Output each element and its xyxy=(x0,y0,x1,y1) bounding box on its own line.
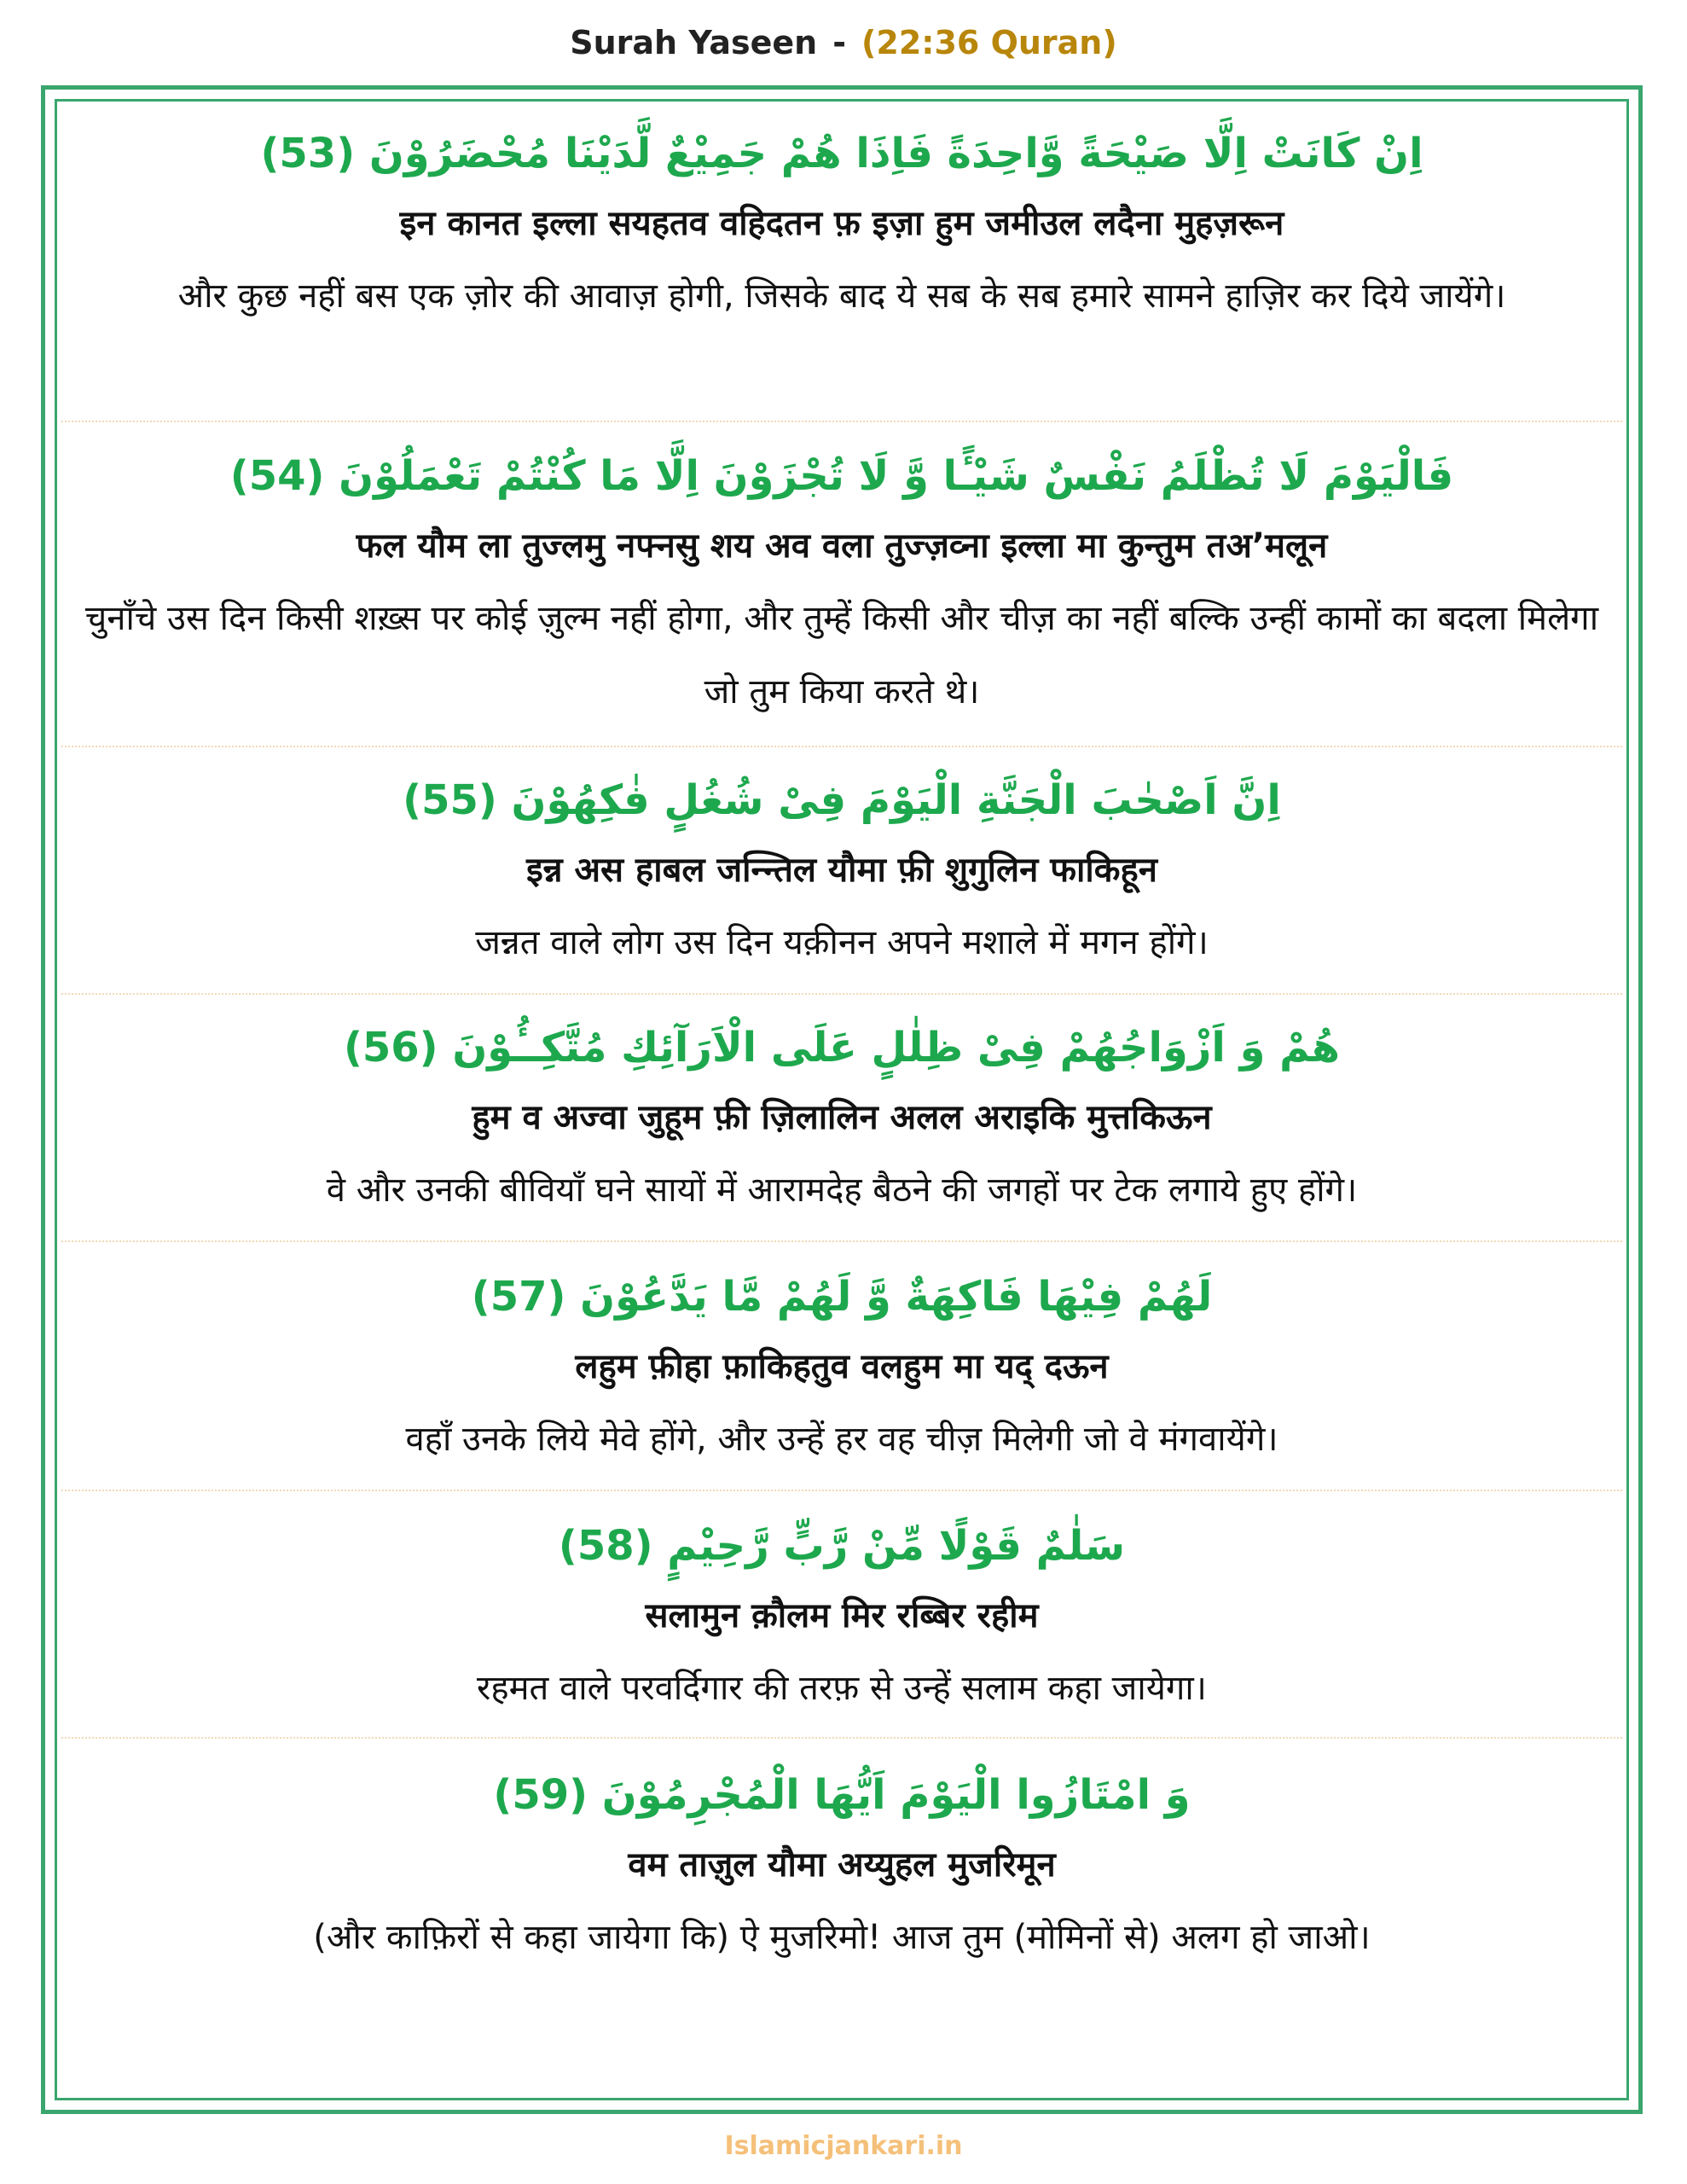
verse-transliteration: इन कानत इल्ला सयहतव वहिदतन फ़ इज़ा हुम जमीउल लदैना मुहज़रून xyxy=(399,204,1284,243)
verse-transliteration: लहुम फ़ीहा फ़ाकिहतुव वलहुम मा यद् दऊन xyxy=(575,1347,1109,1386)
verse-meaning: (और काफ़िरों से कहा जायेगा कि) ऐ मुजरिमो! आज तुम (मोमिनों से) अलग हो जाओ। xyxy=(313,1918,1371,1957)
verse-54 xyxy=(61,442,1622,729)
verse-meaning: चुनाँचे उस दिन किसी शख़्स पर कोई ज़ुल्म नहीं होगा, और तुम्हें किसी और चीज़ का नहीं बल्कि उन्हीं कामों का बदला मिलेगा जो तुम किया करते थे। xyxy=(84,599,1599,712)
verse-arabic: وَ امْتَازُوا الْيَوْمَ اَيُّهَا الْمُجْرِمُوْنَ (59) xyxy=(493,1771,1191,1819)
verse-meaning: रहमत वाले परवर्दिगार की तरफ़ से उन्हें सलाम कहा जायेगा। xyxy=(477,1669,1207,1708)
verse-meaning: वे और उनकी बीवियाँ घने सायों में आरामदेह बैठने की जगहों पर टेक लगाये हुए होंगे। xyxy=(326,1170,1358,1210)
verse-58 xyxy=(61,1512,1622,1725)
verse-divider xyxy=(61,746,1622,747)
verse-arabic: هُمْ وَ اَزْوَاجُهُمْ فِىْ ظِلٰلٍ عَلَى الْاَرَآئِكِ مُتَّكِــُٔوْنَ (56) xyxy=(343,1024,1341,1072)
verse-59 xyxy=(61,1761,1622,1974)
verse-divider xyxy=(61,1737,1622,1739)
verse-53 xyxy=(61,119,1622,333)
verse-divider xyxy=(61,1240,1622,1242)
verse-arabic: سَلٰمٌ قَوْلًا مِّنْ رَّبٍّ رَّحِيْمٍ (58) xyxy=(558,1522,1126,1570)
verse-divider xyxy=(61,421,1622,422)
verse-meaning: और कुछ नहीं बस एक ज़ोर की आवाज़ होगी, जिसके बाद ये सब के सब हमारे सामने हाज़िर कर दिये जायेंगे। xyxy=(177,276,1506,316)
footer-site-link[interactable]: Islamicjankari.in xyxy=(724,2131,963,2161)
verse-transliteration: हुम व अज्वा जुहूम फ़ी ज़िलालिन अलल अराइकि मुत्तकिऊन xyxy=(472,1098,1212,1137)
verse-transliteration: वम ताज़ुल यौमा अय्युहल मुजरिमून xyxy=(628,1845,1056,1885)
verse-56 xyxy=(61,1014,1622,1227)
verse-divider xyxy=(61,993,1622,995)
verse-arabic: اِنْ كَانَتْ اِلَّا صَيْحَةً وَّاحِدَةً فَاِذَا هُمْ جَمِيْعٌ لَّدَيْنَا مُحْضَرُوْنَ (53) xyxy=(260,130,1423,177)
verse-transliteration: इन्न अस हाबल जन्न्तिल यौमा फ़ी शुगुलिन फाकिहून xyxy=(526,851,1157,890)
page-subtitle: (22:36 Quran) xyxy=(861,24,1117,61)
verse-55 xyxy=(61,766,1622,979)
page-header xyxy=(0,24,1687,61)
verse-meaning: जन्नत वाले लोग उस दिन यक़ीनन अपने मशाले में मगन होंगे। xyxy=(475,923,1209,962)
verse-transliteration: फल यौम ला तुज्लमु नफ्नसु शय अव वला तुज्ज़व्ना इल्ला मा कुन्तुम तअ’मलून xyxy=(356,526,1328,566)
title-separator: - xyxy=(832,24,847,61)
verse-arabic: فَالْيَوْمَ لَا تُظْلَمُ نَفْسٌ شَيْـًٔا وَّ لَا تُجْزَوْنَ اِلَّا مَا كُنْتُمْ تَعْمَلُوْنَ (54) xyxy=(229,452,1454,500)
verse-transliteration: सलामुन क़ौलम मिर रब्बिर रहीम xyxy=(645,1596,1039,1635)
verse-meaning: वहाँ उनके लिये मेवे होंगे, और उन्हें हर वह चीज़ मिलेगी जो वे मंगवायेंगे। xyxy=(405,1420,1278,1459)
verse-divider xyxy=(61,1490,1622,1491)
page-title: Surah Yaseen xyxy=(570,24,818,61)
verse-57 xyxy=(61,1263,1622,1476)
verse-arabic: لَهُمْ فِيْهَا فَاكِهَةٌ وَّ لَهُمْ مَّا يَدَّعُوْنَ (57) xyxy=(471,1273,1213,1321)
verse-arabic: اِنَّ اَصْحٰبَ الْجَنَّةِ الْيَوْمَ فِىْ شُغُلٍ فٰكِهُوْنَ (55) xyxy=(403,776,1281,824)
